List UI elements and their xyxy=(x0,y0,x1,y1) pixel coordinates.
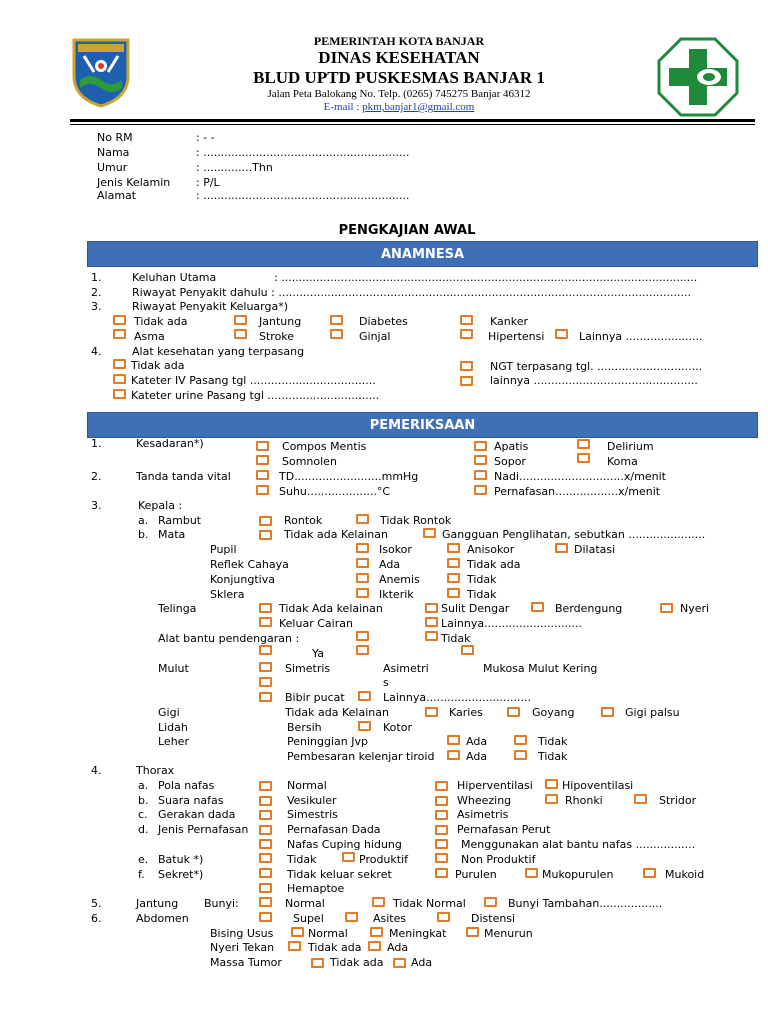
checkbox[interactable] xyxy=(113,315,126,325)
checkbox[interactable] xyxy=(525,868,538,878)
num: 1. xyxy=(91,271,102,284)
option-label: Asimetri xyxy=(383,662,429,675)
option-label: Kateter urine Pasang tgl ................................ xyxy=(131,389,380,402)
jantung-label: Jantung xyxy=(136,897,179,910)
option-label: Meningkat xyxy=(389,927,447,940)
option-label: Produktif xyxy=(359,853,409,866)
patient-label-3: Jenis Kelamin xyxy=(97,176,171,189)
letter: b. xyxy=(138,528,149,541)
option-label: Asimetris xyxy=(457,808,509,821)
option-label: Kotor xyxy=(383,721,412,734)
checkbox[interactable] xyxy=(356,514,369,524)
checkbox[interactable] xyxy=(356,588,369,598)
option-label: lainnya ............................................... xyxy=(490,374,698,387)
option-label: Tidak xyxy=(538,735,568,748)
option-label: Normal xyxy=(285,897,325,910)
checkbox[interactable] xyxy=(634,794,647,804)
option-label: Tidak xyxy=(441,632,471,645)
header-line3: BLUD UPTD PUSKESMAS BANJAR 1 xyxy=(253,68,545,87)
option-label: Mukopurulen xyxy=(542,868,614,881)
patient-label-2: Umur xyxy=(97,161,128,174)
checkbox[interactable] xyxy=(461,645,474,655)
option-label: Ada xyxy=(411,956,433,969)
option-label: Vesikuler xyxy=(287,794,337,807)
checkbox[interactable] xyxy=(356,573,369,583)
alat-label: Alat kesehatan yang terpasang xyxy=(132,345,305,358)
option-label: Menurun xyxy=(484,927,533,940)
num: 2. xyxy=(91,286,102,299)
option-label: Stroke xyxy=(259,330,295,343)
bunyi-label: Bunyi: xyxy=(204,897,239,910)
option-label: Tidak ada xyxy=(131,359,185,372)
option-label: Hemaptoe xyxy=(287,882,345,895)
num: 4. xyxy=(91,345,102,358)
option-label: Gangguan Penglihatan, sebutkan ...................... xyxy=(442,528,706,541)
option-label: Tidak ada xyxy=(467,558,521,571)
checkbox[interactable] xyxy=(113,374,126,384)
checkbox[interactable] xyxy=(435,781,448,791)
option-label: Ya xyxy=(312,647,324,660)
checkbox[interactable] xyxy=(507,707,520,717)
checkbox[interactable] xyxy=(643,868,656,878)
option-label: Rontok xyxy=(284,514,323,527)
option-label: Menggunakan alat bantu nafas ................. xyxy=(461,838,696,851)
patient-value-0[interactable]: : - - xyxy=(196,131,215,144)
option-label: Mukoid xyxy=(665,868,705,881)
nyeri-label: Nyeri Tekan xyxy=(210,941,275,954)
patient-value-3[interactable]: : P/L xyxy=(196,176,220,189)
checkbox[interactable] xyxy=(342,852,355,862)
checkbox[interactable] xyxy=(259,897,272,907)
checkbox[interactable] xyxy=(113,359,126,369)
option-label: Peninggian Jvp xyxy=(287,735,368,748)
option-label: Anemis xyxy=(379,573,420,586)
lidah-label: Lidah xyxy=(158,721,188,734)
option-label: Non Produktif xyxy=(461,853,536,866)
option-label: Hipoventilasi xyxy=(562,779,634,792)
option-label: Sopor xyxy=(494,455,526,468)
option-label: Wheezing xyxy=(457,794,512,807)
header-rule-thick xyxy=(70,119,755,122)
option-label: Lainnya............................ xyxy=(441,617,583,630)
checkbox[interactable] xyxy=(447,735,460,745)
checkbox[interactable] xyxy=(545,779,558,789)
option-label: Asma xyxy=(134,330,165,343)
checkbox[interactable] xyxy=(474,470,487,480)
checkbox[interactable] xyxy=(425,631,438,641)
option-label: Tidak keluar sekret xyxy=(287,868,392,881)
num: 4. xyxy=(91,764,102,777)
checkbox[interactable] xyxy=(447,750,460,760)
batuk-label: Batuk *) xyxy=(158,853,204,866)
option-label: Tidak ada xyxy=(134,315,188,328)
checkbox[interactable] xyxy=(460,376,473,386)
checkbox[interactable] xyxy=(474,455,487,465)
checkbox[interactable] xyxy=(460,315,473,325)
option-label[interactable]: Nadi..............................x/menit xyxy=(494,470,666,483)
letter: a. xyxy=(138,514,149,527)
checkbox[interactable] xyxy=(259,677,272,687)
checkbox[interactable] xyxy=(259,796,272,806)
checkbox[interactable] xyxy=(113,389,126,399)
checkbox[interactable] xyxy=(435,853,448,863)
checkbox[interactable] xyxy=(437,912,450,922)
ttv-label: Tanda tanda vital xyxy=(136,470,231,483)
checkbox[interactable] xyxy=(435,839,448,849)
patient-value-1[interactable]: : ........................................................... xyxy=(196,146,410,159)
checkbox[interactable] xyxy=(259,883,272,893)
checkbox[interactable] xyxy=(259,853,272,863)
checkbox[interactable] xyxy=(484,897,497,907)
keluhan-label: Keluhan Utama xyxy=(132,271,217,284)
checkbox[interactable] xyxy=(474,441,487,451)
option-label: Gigi palsu xyxy=(625,706,680,719)
option-label: Mukosa Mulut Kering xyxy=(483,662,598,675)
option-label: Somnolen xyxy=(282,455,337,468)
patient-label-4: Alamat xyxy=(97,189,137,202)
option-label: Supel xyxy=(293,912,324,925)
rpd-field[interactable]: Riwayat Penyakit dahulu : ...................................................................................................................... xyxy=(132,286,691,299)
alat-bantu-label: Alat bantu pendengaran : xyxy=(158,632,300,645)
abdomen-label: Abdomen xyxy=(136,912,189,925)
option-label: Distensi xyxy=(471,912,516,925)
checkbox[interactable] xyxy=(259,617,272,627)
option-label: Dilatasi xyxy=(574,543,616,556)
checkbox[interactable] xyxy=(259,868,272,878)
letter: c. xyxy=(138,808,148,821)
checkbox[interactable] xyxy=(311,958,324,968)
checkbox[interactable] xyxy=(256,441,269,451)
mulut-label: Mulut xyxy=(158,662,189,675)
patient-label-1: Nama xyxy=(97,146,130,159)
option-label: Pernafasan Perut xyxy=(457,823,551,836)
option-label: Ada xyxy=(466,750,488,763)
checkbox[interactable] xyxy=(330,329,343,339)
checkbox[interactable] xyxy=(291,927,304,937)
option-label: Tidak ada xyxy=(308,941,362,954)
checkbox[interactable] xyxy=(256,485,269,495)
option-label: Normal xyxy=(308,927,348,940)
option-label: Kanker xyxy=(490,315,529,328)
option-label: Tidak xyxy=(467,588,497,601)
checkbox[interactable] xyxy=(425,707,438,717)
checkbox[interactable] xyxy=(447,543,460,553)
letter: f. xyxy=(138,868,145,881)
checkbox[interactable] xyxy=(555,543,568,553)
option-label: Hipertensi xyxy=(488,330,545,343)
checkbox[interactable] xyxy=(259,912,272,922)
option-label: Kateter IV Pasang tgl .................................... xyxy=(131,374,376,387)
checkbox[interactable] xyxy=(259,662,272,672)
checkbox[interactable] xyxy=(447,573,460,583)
option-label: NGT terpasang tgl. .............................. xyxy=(490,360,703,373)
num: 2. xyxy=(91,470,102,483)
option-label-wrap: s xyxy=(383,676,389,689)
checkbox[interactable] xyxy=(288,941,301,951)
num: 3. xyxy=(91,300,102,313)
rambut-label: Rambut xyxy=(158,514,202,527)
option-label: Tidak Rontok xyxy=(380,514,452,527)
checkbox[interactable] xyxy=(368,941,381,951)
option-label: Tidak ada Kelainan xyxy=(285,706,389,719)
option-label: Pembesaran kelenjar tiroid xyxy=(287,750,435,763)
option-label[interactable]: TD.........................mmHg xyxy=(279,470,419,483)
checkbox[interactable] xyxy=(460,329,473,339)
checkbox[interactable] xyxy=(259,781,272,791)
checkbox[interactable] xyxy=(474,485,487,495)
checkbox[interactable] xyxy=(435,825,448,835)
checkbox[interactable] xyxy=(435,868,448,878)
option-label: Karies xyxy=(449,706,483,719)
checkbox[interactable] xyxy=(259,825,272,835)
checkbox[interactable] xyxy=(259,692,272,702)
letter: b. xyxy=(138,794,149,807)
checkbox[interactable] xyxy=(370,927,383,937)
page-title: PENGKAJIAN AWAL xyxy=(338,223,476,238)
option-label: Hiperventilasi xyxy=(457,779,533,792)
email-label: E-mail : xyxy=(323,101,363,113)
option-label: Ikterik xyxy=(379,588,414,601)
header-email-row xyxy=(0,101,768,113)
num: 1. xyxy=(91,437,102,450)
puskesmas-cross-icon xyxy=(657,37,739,117)
konj-label: Konjungtiva xyxy=(210,573,275,586)
checkbox[interactable] xyxy=(514,735,527,745)
mata-label: Mata xyxy=(158,528,186,541)
header-line1: PEMERINTAH KOTA BANJAR xyxy=(313,34,485,48)
option-label: Asites xyxy=(373,912,407,925)
checkbox[interactable] xyxy=(356,645,369,655)
checkbox[interactable] xyxy=(435,796,448,806)
option-label: Lainnya ...................... xyxy=(579,330,703,343)
option-label: Nafas Cuping hidung xyxy=(287,838,402,851)
checkbox[interactable] xyxy=(234,329,247,339)
right-logo xyxy=(657,37,739,117)
checkbox[interactable] xyxy=(555,329,568,339)
checkbox[interactable] xyxy=(531,602,544,612)
option-label: Ginjal xyxy=(359,330,391,343)
letter: e. xyxy=(138,853,149,866)
email-link[interactable]: pkm,banjar1@gmail.com xyxy=(362,101,475,113)
option-label: Simetris xyxy=(285,662,331,675)
option-label[interactable]: Pernafasan..................x/menit xyxy=(494,485,661,498)
checkbox[interactable] xyxy=(356,543,369,553)
option-label: Tidak Ada kelainan xyxy=(279,602,383,615)
gerakan-label: Gerakan dada xyxy=(158,808,236,821)
option-label: Tidak xyxy=(467,573,497,586)
checkbox[interactable] xyxy=(545,794,558,804)
option-label: Pernafasan Dada xyxy=(287,823,381,836)
checkbox[interactable] xyxy=(435,810,448,820)
checkbox[interactable] xyxy=(577,439,590,449)
option-label: Bersih xyxy=(287,721,322,734)
option-label: Bibir pucat xyxy=(285,691,345,704)
kesadaran-label: Kesadaran*) xyxy=(136,437,204,450)
checkbox[interactable] xyxy=(113,329,126,339)
checkbox[interactable] xyxy=(460,361,473,371)
letter: d. xyxy=(138,823,149,836)
telinga-label: Telinga xyxy=(158,602,197,615)
section-pemeriksaan: PEMERIKSAAN xyxy=(87,412,758,438)
option-label: Ada xyxy=(379,558,401,571)
option-label: Isokor xyxy=(379,543,412,556)
option-label: Ada xyxy=(387,941,409,954)
checkbox[interactable] xyxy=(259,810,272,820)
gigi-label: Gigi xyxy=(158,706,180,719)
leher-label: Leher xyxy=(158,735,189,748)
header-line2: DINAS KESEHATAN xyxy=(318,48,480,67)
option-label: Koma xyxy=(607,455,638,468)
checkbox[interactable] xyxy=(577,453,590,463)
option-label: Delirium xyxy=(607,440,654,453)
option-label: Nyeri xyxy=(680,602,710,615)
option-label: Ada xyxy=(466,735,488,748)
suara-label: Suara nafas xyxy=(158,794,224,807)
sekret-label: Sekret*) xyxy=(158,868,204,881)
option-label: Normal xyxy=(287,779,327,792)
option-label: Compos Mentis xyxy=(282,440,367,453)
patient-value-2[interactable]: : ..............Thn xyxy=(196,161,273,174)
letter: a. xyxy=(138,779,149,792)
checkbox[interactable] xyxy=(259,516,272,526)
option-label: Diabetes xyxy=(359,315,408,328)
checkbox[interactable] xyxy=(466,927,479,937)
patient-label-0: No RM xyxy=(97,131,133,144)
option-label: Stridor xyxy=(659,794,697,807)
checkbox[interactable] xyxy=(234,315,247,325)
option-label: Tidak ada xyxy=(330,956,384,969)
checkbox[interactable] xyxy=(356,631,369,641)
option-label: Jantung xyxy=(259,315,302,328)
checkbox[interactable] xyxy=(423,528,436,538)
option-label: Tidak ada Kelainan xyxy=(284,528,388,541)
option-label: Sulit Dengar xyxy=(441,602,510,615)
option-label: Purulen xyxy=(455,868,497,881)
massa-label: Massa Tumor xyxy=(210,956,282,969)
header-address: Jalan Peta Balokang No. Telp. (0265) 745275 Banjar 46312 xyxy=(267,88,531,100)
checkbox[interactable] xyxy=(425,617,438,627)
option-label[interactable]: Suhu....................°C xyxy=(279,485,391,498)
option-label: Tidak xyxy=(538,750,568,763)
checkbox[interactable] xyxy=(425,603,438,613)
checkbox[interactable] xyxy=(358,721,371,731)
header-rule-thin xyxy=(70,124,755,125)
kepala-label: Kepala : xyxy=(138,499,183,512)
section-anamnesa: ANAMNESA xyxy=(87,241,758,267)
option-label: Goyang xyxy=(532,706,575,719)
checkbox[interactable] xyxy=(256,455,269,465)
checkbox[interactable] xyxy=(330,315,343,325)
option-label: Simestris xyxy=(287,808,338,821)
option-label: Keluar Cairan xyxy=(279,617,353,630)
checkbox[interactable] xyxy=(514,750,527,760)
option-label: Tidak Normal xyxy=(393,897,466,910)
keluhan-field[interactable]: : ....................................................................................................................... xyxy=(274,271,698,284)
checkbox[interactable] xyxy=(393,958,406,968)
checkbox[interactable] xyxy=(259,603,272,613)
option-label: Anisokor xyxy=(467,543,515,556)
checkbox[interactable] xyxy=(259,645,272,655)
checkbox[interactable] xyxy=(256,470,269,480)
checkbox[interactable] xyxy=(259,530,272,540)
option-label: Apatis xyxy=(494,440,529,453)
jenis-label: Jenis Pernafasan xyxy=(158,823,249,836)
checkbox[interactable] xyxy=(601,707,614,717)
checkbox[interactable] xyxy=(447,558,460,568)
option-label: Tidak xyxy=(287,853,317,866)
bising-label: Bising Usus xyxy=(210,927,274,940)
num: 6. xyxy=(91,912,102,925)
pola-label: Pola nafas xyxy=(158,779,215,792)
reflek-label: Reflek Cahaya xyxy=(210,558,289,571)
checkbox[interactable] xyxy=(345,912,358,922)
option-label: Berdengung xyxy=(555,602,623,615)
rpk-label: Riwayat Penyakit Keluarga*) xyxy=(132,300,289,313)
checkbox[interactable] xyxy=(358,691,371,701)
checkbox[interactable] xyxy=(372,897,385,907)
sklera-label: Sklera xyxy=(210,588,245,601)
option-label: Bunyi Tambahan.................. xyxy=(508,897,663,910)
option-label: Rhonki xyxy=(565,794,603,807)
patient-value-4[interactable]: : ........................................................... xyxy=(196,189,410,202)
num: 5. xyxy=(91,897,102,910)
checkbox[interactable] xyxy=(356,558,369,568)
checkbox[interactable] xyxy=(660,603,673,613)
checkbox[interactable] xyxy=(447,588,460,598)
thorax-label: Thorax xyxy=(136,764,175,777)
checkbox[interactable] xyxy=(259,839,272,849)
pupil-label: Pupil xyxy=(210,543,237,556)
num: 3. xyxy=(91,499,102,512)
option-label: Lainnya.............................. xyxy=(383,691,532,704)
